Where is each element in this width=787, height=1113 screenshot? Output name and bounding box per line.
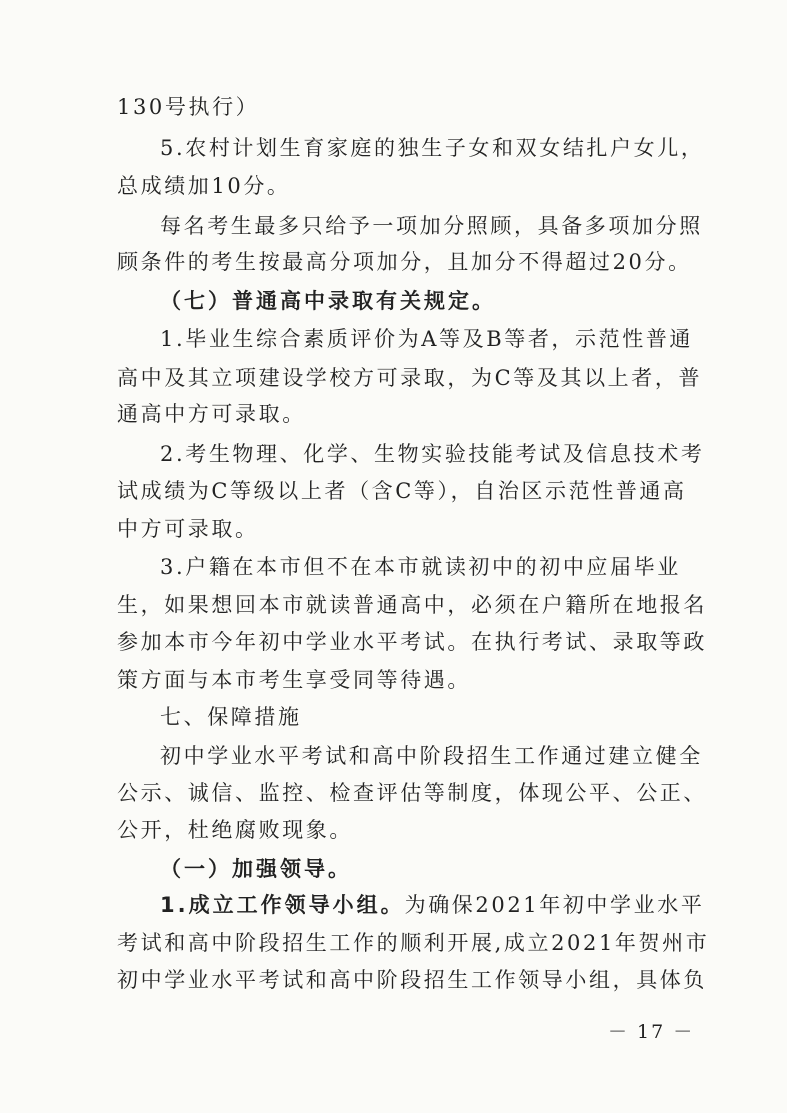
section-heading: （一）加强领导。 (160, 856, 352, 881)
page-number: － 17 － (608, 1021, 695, 1043)
text-line: 公示、诚信、监控、检查评估等制度，体现公平、公正、 (117, 781, 707, 805)
text-line: 1.毕业生综合素质评价为A等及B等者，示范性普通 (160, 327, 694, 351)
text-line: 总成绩加10分。 (117, 174, 291, 198)
text-span: 为确保2021年初中学业水平 (404, 893, 705, 917)
section-heading: 七、保障措施 (160, 705, 302, 729)
text-line: 生，如果想回本市就读普通高中，必须在户籍所在地报名 (117, 593, 707, 617)
text-line (160, 891, 704, 919)
text-line: 高中及其立项建设学校方可录取，为C等及其以上者，普 (117, 366, 703, 390)
section-heading: （七）普通高中录取有关规定。 (160, 288, 496, 313)
text-line: 3.户籍在本市但不在本市就读初中的初中应届毕业 (160, 555, 681, 579)
subsection-heading: 1.成立工作领导小组。 (160, 893, 405, 917)
text-line: 试成绩为C等级以上者（含C等），自治区示范性普通高 (117, 479, 687, 503)
text-line: 通高中方可录取。 (117, 402, 306, 426)
text-line: 考试和高中阶段招生工作的顺利开展,成立2021年贺州市 (117, 931, 710, 955)
text-line: 参加本市今年初中学业水平考试。在执行考试、录取等政 (117, 630, 707, 654)
text-line: 策方面与本市考生享受同等待遇。 (117, 668, 471, 692)
text-line: 5.农村计划生育家庭的独生子女和双女结扎户女儿， (160, 136, 705, 160)
text-line: 顾条件的考生按最高分项加分，且加分不得超过20分。 (117, 250, 692, 274)
text-line: 2.考生物理、化学、生物实验技能考试及信息技术考 (160, 442, 705, 466)
text-line: 初中学业水平考试和高中阶段招生工作领导小组，具体负 (117, 968, 707, 992)
text-line: 130号执行） (117, 95, 260, 119)
text-line: 中方可录取。 (117, 517, 259, 541)
text-line: 公开，杜绝腐败现象。 (117, 818, 353, 842)
text-line: 初中学业水平考试和高中阶段招生工作通过建立健全 (160, 744, 703, 768)
text-line: 每名考生最多只给予一项加分照顾，具备多项加分照 (160, 214, 703, 238)
